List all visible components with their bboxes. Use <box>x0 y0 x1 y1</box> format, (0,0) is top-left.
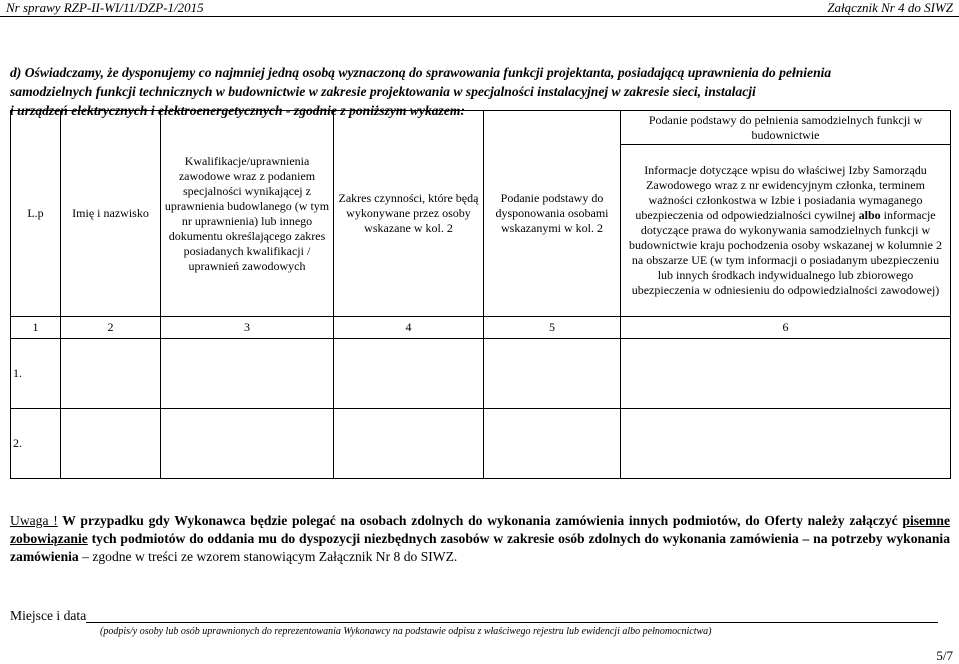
col-scope-header: Zakres czynności, które będą wykonywane przez osoby wskazane w kol. 2 <box>334 111 484 317</box>
notice-text-4: – zgodne w treści ze wzorem stanowiącym Załącznik Nr 8 do SIWZ. <box>78 549 458 564</box>
scope-cell[interactable] <box>334 409 484 479</box>
qualifications-cell[interactable] <box>161 339 334 409</box>
col-number: 6 <box>621 317 951 339</box>
case-number: Nr sprawy RZP-II-WI/11/DZP-1/2015 <box>6 0 204 15</box>
col-basis-header: Podanie podstawy do dysponowania osobami wskazanymi w kol. 2 <box>484 111 621 317</box>
declaration-line-2: samodzielnych funkcji technicznych w budownictwie w zakresie projektowania w specjalności instalacyjnej w zakresie sieci, instalacji <box>10 84 756 99</box>
col-info-text-b: informacje dotyczące prawa do wykonywania samodzielnych funkcji w budownictwie kraju pochodzenia osoby wskazanej w kolumnie 2 na obszarze UE (w tym informacji o posiadanym ubezpieczeniu lub innych środkach indywidualnego lub zbiorowego ubezpieczenia w odniesieniu do odpowiedzialności zawodowej) <box>629 208 942 297</box>
row-number: 2. <box>11 409 61 479</box>
basis-cell[interactable] <box>484 339 621 409</box>
declaration-line-1: d) Oświadczamy, że dysponujemy co najmniej jedną osobą wyznaczoną do sprawowania funkcji projektanta, posiadającą uprawnienia do pełnienia <box>10 65 832 80</box>
col-number: 2 <box>61 317 161 339</box>
signature-note: (podpis/y osoby lub osób uprawnionych do reprezentowania Wykonawcy na podstawie odpisu z właściwego rejestru lub ewidencji albo pełnomocnictwa) <box>100 626 712 637</box>
page-header <box>0 0 959 14</box>
name-cell[interactable] <box>61 339 161 409</box>
attachment-label: Załącznik Nr 4 do SIWZ <box>827 0 953 15</box>
col-qualifications-header: Kwalifikacje/uprawnienia zawodowe wraz z podaniem specjalności wynikającej z uprawnienia budowlanego (w tym nr uprawnienia) lub innego dokumentu określającego zakres posiadanych kwalifikacji / uprawnień zawodowych <box>161 111 334 317</box>
col-info-header <box>621 145 951 317</box>
notice-label: Uwaga ! <box>10 513 58 528</box>
name-cell[interactable] <box>61 409 161 479</box>
notice-written-commitment: pisemne zobowiązanie <box>10 513 950 546</box>
col-info-text-a: Informacje dotyczące wpisu do właściwej Izby Samorządu Zawodowego wraz z nr ewidencyjnym członka, terminem ważności członkostwa w Izbie i posiadania wymaganego ubezpieczenia od odpowiedzialności cywilnej <box>635 163 927 222</box>
column-number-row <box>11 317 951 339</box>
col-info-albo: albo <box>858 208 881 222</box>
signature-line[interactable] <box>86 622 938 623</box>
col-lp-header: L.p <box>11 111 61 317</box>
notice-paragraph <box>10 512 950 566</box>
qualifications-cell[interactable] <box>161 409 334 479</box>
scope-cell[interactable] <box>334 339 484 409</box>
header-divider <box>0 16 959 17</box>
col-number: 5 <box>484 317 621 339</box>
page-number: 5/7 <box>936 648 953 663</box>
declaration-line-3: i urządzeń elektrycznych i elektroenergetycznych - zgodnie z poniższym wykazem: <box>10 103 465 118</box>
info-cell[interactable] <box>621 409 951 479</box>
col-number: 3 <box>161 317 334 339</box>
row-number: 1. <box>11 339 61 409</box>
personnel-table <box>10 110 951 479</box>
table-row <box>11 409 951 479</box>
notice-text-1: W przypadku gdy Wykonawca będzie polegać na osobach zdolnych do wykonania zamówienia innych podmiotów, do Oferty należy załączyć <box>57 513 903 528</box>
basis-cell[interactable] <box>484 409 621 479</box>
group-header: Podanie podstawy do pełnienia samodzielnych funkcji w budownictwie <box>621 111 951 145</box>
col-name-header: Imię i nazwisko <box>61 111 161 317</box>
table-row <box>11 339 951 409</box>
place-date-label: Miejsce i data <box>10 608 87 623</box>
col-number: 1 <box>11 317 61 339</box>
info-cell[interactable] <box>621 339 951 409</box>
notice-text-3: tych podmiotów do oddania mu do dyspozycji niezbędnych zasobów w zakresie osób zdolnych do wykonania zamówienia – na potrzeby wykonania zamówienia <box>10 531 950 564</box>
col-number: 4 <box>334 317 484 339</box>
